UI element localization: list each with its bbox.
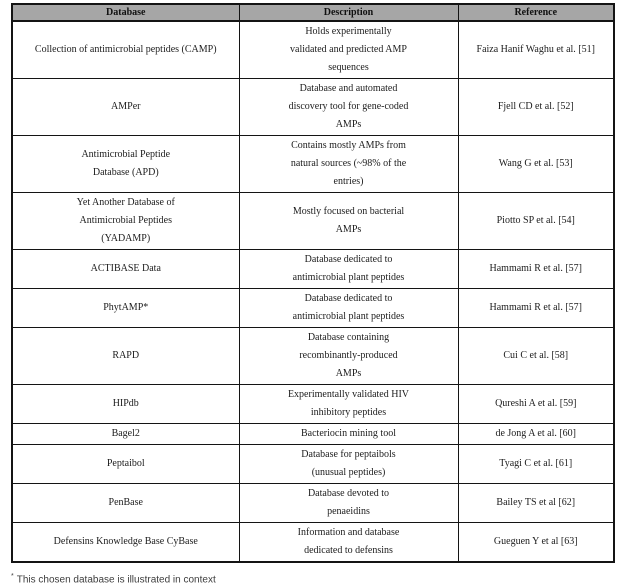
database-cell: HIPdb — [12, 385, 239, 424]
reference-cell: Faiza Hanif Waghu et al. [51] — [458, 21, 614, 79]
description-cell: Database containing recombinantly-produced AMPs — [239, 328, 458, 385]
reference-cell: Gueguen Y et al [63] — [458, 523, 614, 563]
footnote — [11, 571, 633, 586]
table-row — [12, 445, 614, 484]
description-cell: Database dedicated to antimicrobial plant peptides — [239, 250, 458, 289]
column-header-description: Description — [239, 4, 458, 21]
reference-cell: de Jong A et al. [60] — [458, 424, 614, 445]
description-cell: Database dedicated to antimicrobial plant peptides — [239, 289, 458, 328]
footnote-marker: * — [11, 573, 14, 580]
database-cell: ACTIBASE Data — [12, 250, 239, 289]
reference-cell: Bailey TS et al [62] — [458, 484, 614, 523]
footnote-text: This chosen database is illustrated in context — [16, 574, 216, 586]
table-row — [12, 385, 614, 424]
table-row — [12, 193, 614, 250]
amp-databases-table — [11, 3, 615, 563]
table-row — [12, 289, 614, 328]
database-cell: Peptaibol — [12, 445, 239, 484]
database-cell: PenBase — [12, 484, 239, 523]
reference-cell: Hammami R et al. [57] — [458, 250, 614, 289]
description-cell: Mostly focused on bacterial AMPs — [239, 193, 458, 250]
reference-cell: Qureshi A et al. [59] — [458, 385, 614, 424]
reference-cell: Hammami R et al. [57] — [458, 289, 614, 328]
reference-cell: Piotto SP et al. [54] — [458, 193, 614, 250]
database-cell: Yet Another Database of Antimicrobial Peptides (YADAMP) — [12, 193, 239, 250]
reference-cell: Wang G et al. [53] — [458, 136, 614, 193]
database-cell: Collection of antimicrobial peptides (CAMP) — [12, 21, 239, 79]
reference-cell: Fjell CD et al. [52] — [458, 79, 614, 136]
reference-cell: Tyagi C et al. [61] — [458, 445, 614, 484]
database-cell: PhytAMP* — [12, 289, 239, 328]
description-cell: Holds experimentally validated and predicted AMP sequences — [239, 21, 458, 79]
database-cell: AMPer — [12, 79, 239, 136]
reference-cell: Cui C et al. [58] — [458, 328, 614, 385]
database-cell: Antimicrobial Peptide Database (APD) — [12, 136, 239, 193]
database-cell: Defensins Knowledge Base CyBase — [12, 523, 239, 563]
description-cell: Bacteriocin mining tool — [239, 424, 458, 445]
column-header-reference: Reference — [458, 4, 614, 21]
table-row — [12, 484, 614, 523]
table-body — [12, 21, 614, 562]
column-header-database: Database — [12, 4, 239, 21]
description-cell: Database and automated discovery tool for gene-coded AMPs — [239, 79, 458, 136]
table-row — [12, 136, 614, 193]
table-row — [12, 79, 614, 136]
description-cell: Database devoted to penaeidins — [239, 484, 458, 523]
table-row — [12, 21, 614, 79]
table-row — [12, 424, 614, 445]
description-cell: Contains mostly AMPs from natural sources (~98% of the entries) — [239, 136, 458, 193]
table-row — [12, 328, 614, 385]
header-row — [12, 4, 614, 21]
table-row — [12, 523, 614, 563]
description-cell: Database for peptaibols (unusual peptides) — [239, 445, 458, 484]
database-cell: RAPD — [12, 328, 239, 385]
description-cell: Information and database dedicated to defensins — [239, 523, 458, 563]
database-cell: Bagel2 — [12, 424, 239, 445]
description-cell: Experimentally validated HIV inhibitory peptides — [239, 385, 458, 424]
table-row — [12, 250, 614, 289]
